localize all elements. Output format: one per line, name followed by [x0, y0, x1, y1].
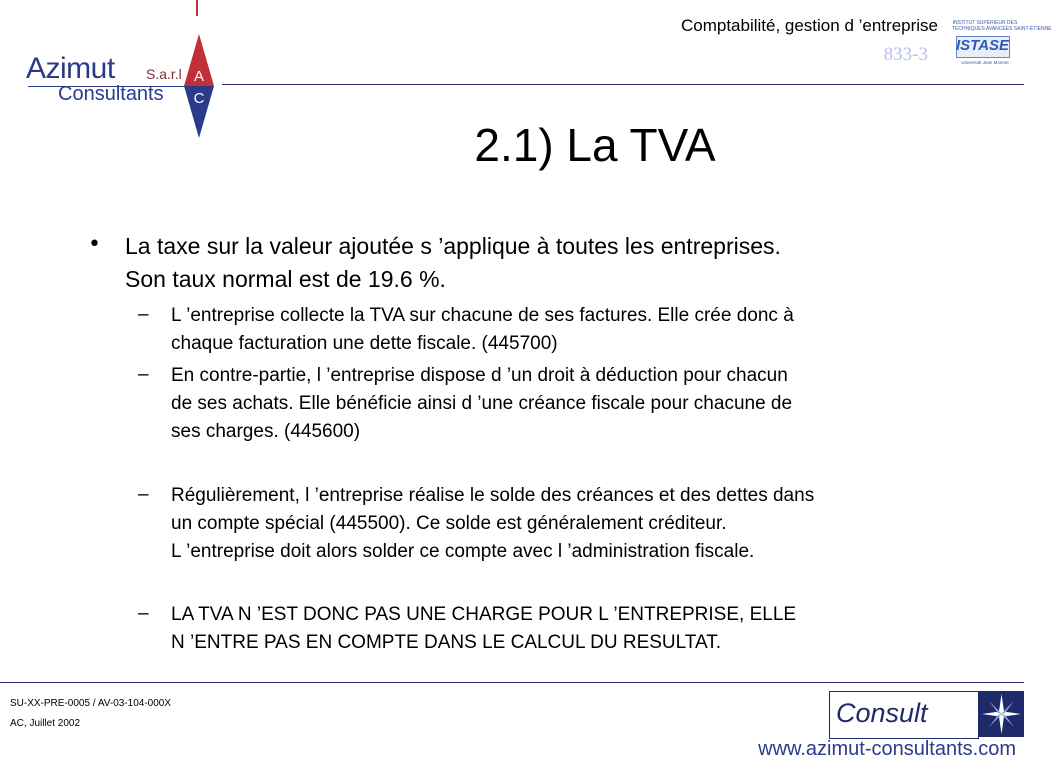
sub-bullet-1 [171, 302, 961, 358]
logo-consultants-text: Consultants [58, 83, 164, 105]
sub-bullet-dash-3: – [138, 484, 149, 505]
sub-bullet-3-line1: Régulièrement, l ’entreprise réalise le solde des créances et des dettes dans [171, 485, 815, 506]
compass-logo-box [979, 691, 1024, 737]
course-title: Comptabilité, gestion d ’entreprise [680, 16, 938, 35]
istase-top-line1: INSTITUT SUPÉRIEUR DES [952, 20, 1018, 26]
bullet-marker: • [88, 232, 101, 257]
istase-top-line2: TECHNIQUES AVANCÉES SAINT-ÉTIENNE [952, 26, 1052, 32]
istase-institute-text [952, 20, 1052, 32]
consult-logo-text: Consult [836, 698, 928, 728]
footer-website: www.azimut-consultants.com [758, 738, 1016, 760]
sub-bullet-4 [171, 601, 961, 657]
logo-azimut-text: Azimut [26, 52, 115, 85]
istase-logo-name: ISTASE [956, 37, 1010, 54]
sub-bullet-3-line2: un compte spécial (445500). Ce solde est généralement créditeur. [171, 513, 727, 534]
sub-bullet-2-line2: de ses achats. Elle bénéficie ainsi d ’une créance fiscale pour chacune de [171, 393, 793, 414]
course-code: 833-3 [883, 44, 928, 65]
main-bullet-text [125, 230, 965, 296]
sub-bullet-1-line1: L ’entreprise collecte la TVA sur chacune de ses factures. Elle crée donc à [171, 305, 794, 326]
compass-rose-icon [979, 691, 1024, 737]
logo-letter-c: C [193, 90, 205, 107]
sub-bullet-3-line3: L ’entreprise doit alors solder ce compte avec l ’administration fiscale. [171, 541, 755, 562]
logo-sarl-text: S.a.r.l [146, 66, 182, 82]
footer-date: AC, Juillet 2002 [10, 718, 81, 729]
istase-university-text: Université Jean Monnet [961, 60, 1009, 65]
slide-title: 2.1) La TVA [474, 119, 716, 171]
header-accent-tick [196, 0, 198, 16]
sub-bullet-3 [171, 482, 961, 566]
azimut-compass-logo-icon [184, 34, 214, 138]
sub-bullet-4-line1: LA TVA N ’EST DONC PAS UNE CHARGE POUR L ’ENTREPRISE, ELLE [171, 604, 797, 625]
footer-reference: SU-XX-PRE-0005 / AV-03-104-000X [10, 698, 172, 709]
logo-letter-a: A [193, 68, 205, 85]
header-divider [222, 84, 1024, 85]
sub-bullet-2-line3: ses charges. (445600) [171, 421, 361, 442]
sub-bullet-4-line2: N ’ENTRE PAS EN COMPTE DANS LE CALCUL DU RESULTAT. [171, 632, 722, 653]
sub-bullet-2 [171, 362, 961, 446]
sub-bullet-dash-4: – [138, 603, 149, 624]
sub-bullet-dash-2: – [138, 364, 149, 385]
main-bullet-line1: La taxe sur la valeur ajoutée s ’applique à toutes les entreprises. [125, 233, 781, 259]
sub-bullet-2-line1: En contre-partie, l ’entreprise dispose d ’un droit à déduction pour chacun [171, 365, 788, 386]
sub-bullet-dash-1: – [138, 304, 149, 325]
footer-divider [0, 682, 1024, 683]
main-bullet-line2: Son taux normal est de 19.6 %. [125, 266, 446, 292]
sub-bullet-1-line2: chaque facturation une dette fiscale. (445700) [171, 333, 558, 354]
